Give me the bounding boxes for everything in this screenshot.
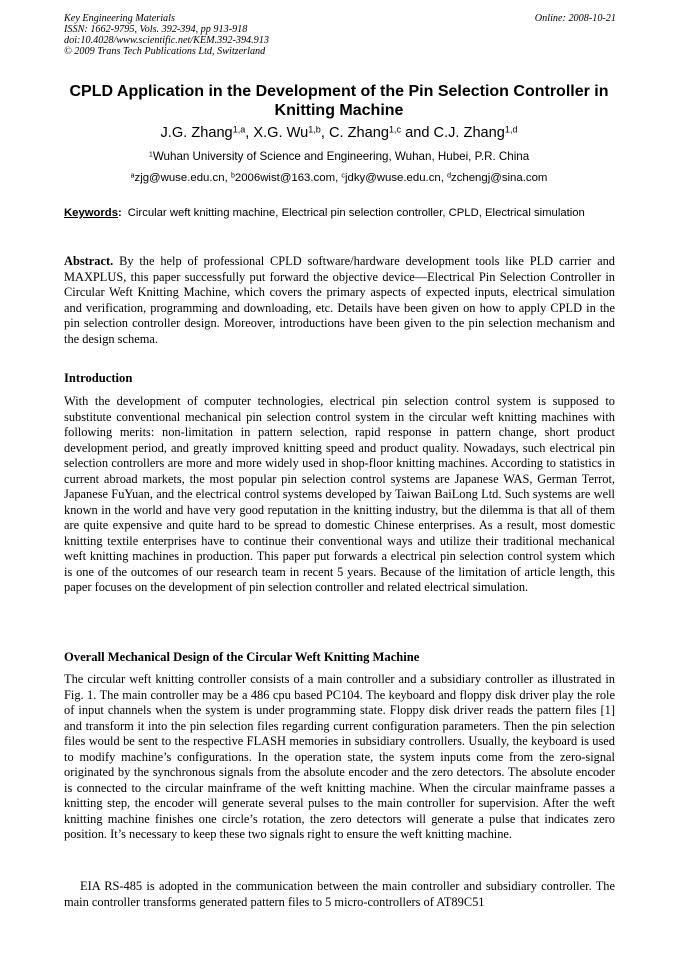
email-address: zjg@wuse.edu.cn (134, 172, 225, 184)
abstract-text: By the help of professional CPLD software/hardware development tools like PLD carrier and MAXPLUS, this paper successfully put forward the objective device—Electrical Pin Selection Controller in Circular Weft Knitting Machine, which covers the primary aspects of expected inputs, electrical simulation and verification, programming and downloading, etc. Details have been given on how to apply CPLD in the pin selection controller design. Moreover, introductions have been given to the pin selection mechanism and the design schema. (64, 254, 615, 346)
abstract-label: Abstract. (64, 254, 114, 268)
journal-name: Key Engineering Materials (64, 13, 175, 24)
author-affiliation-mark: 1,c (388, 124, 402, 135)
affiliation (50, 149, 628, 164)
author-separator: and (401, 125, 434, 141)
affiliation-text: Wuhan University of Science and Engineering, Wuhan, Hubei, P.R. China (152, 150, 530, 163)
online-date: Online: 2008-10-21 (534, 13, 616, 24)
author-affiliation-mark: 1,b (308, 124, 321, 135)
author-separator: , (245, 125, 254, 141)
abstract-block (64, 254, 615, 347)
journal-issn: ISSN: 1662-9795, Vols. 392-394, pp 913-918 (64, 24, 248, 35)
section-heading-overall-design: Overall Mechanical Design of the Circular Weft Knitting Machine (64, 650, 420, 664)
email-mark: c (341, 172, 345, 180)
email-address: 2006wist@163.com (234, 172, 336, 184)
author-separator: , (320, 125, 329, 141)
overall-design-paragraph-2: EIA RS-485 is adopted in the communication between the main controller and subsidiary controller. The main controller transforms generated pattern files to 5 micro-controllers of AT89C51 (64, 879, 615, 909)
author-name: C. Zhang (328, 125, 389, 141)
author-affiliation-mark: 1,d (504, 124, 518, 135)
affiliation-mark: 1 (148, 149, 153, 159)
journal-header (64, 13, 616, 57)
author-name: X.G. Wu (253, 125, 309, 141)
email-address: jdky@wuse.edu.cn (344, 172, 441, 184)
section-heading-introduction: Introduction (64, 371, 133, 385)
email-list: $^a$zjg@wuse.edu.cn, $^b$2006wist@163.com, $^c$jdky@wuse.edu.cn, $^d$zchengj@sina.com (130, 172, 548, 184)
journal-copyright: © 2009 Trans Tech Publications Ltd, Switzerland (64, 46, 266, 57)
author-affiliation-mark: 1,a (232, 124, 246, 135)
email-mark: a (130, 172, 135, 180)
overall-design-paragraph-1: The circular weft knitting controller consists of a main controller and a subsidiary controller as illustrated in Fig. 1. The main controller may be a 486 cpu based PC104. The keyboard and floppy disk driver play the role of input channels when the system is under programming state. Floppy disk driver reads the pattern files [1] and transform it into the pin selection files regarding current configuration parameters. Then the pin selection files would be sent to the respective FLASH memories in subsidiary controllers. Usually, the keyboard is used to modify machine’s configurations. In the operation state, the system inputs come from the zero-signal originated by the synchronous signals from the absolute encoder and the zero detectors. The absolute encoder is connected to the circular mainframe of the weft knitting machine. When the circular mainframe passes a knitting step, the encoder will generate several pulses to the main controller for supervision. After the weft knitting machine finishes one circle’s rotation, the zero detectors will generate a pulse that indicates zero position. It’s necessary to keep these two signals right to ensure the weft knitting machine. (64, 672, 615, 841)
author-name: C.J. Zhang (433, 125, 505, 141)
paper-title: CPLD Application in the Development of the Pin Selection Controller in Knitting Machine (69, 83, 609, 119)
author-list (50, 124, 628, 142)
keywords-label: Keywords (64, 207, 118, 219)
email-mark: d (447, 172, 451, 180)
keywords-text: Circular weft knitting machine, Electrical pin selection controller, CPLD, Electrical simulation (127, 207, 585, 219)
journal-doi: doi:10.4028/www.scientific.net/KEM.392-394.913 (64, 35, 269, 46)
email-mark: b (230, 172, 235, 180)
keywords-block (64, 206, 615, 221)
author-name: J.G. Zhang (160, 125, 233, 141)
keywords-colon: : (118, 207, 122, 219)
introduction-paragraph: With the development of computer technologies, electrical pin selection control system is supposed to substitute conventional mechanical pin selection control system in the circular weft knitting machines with following merits: non-limitation in pattern selection, rapid response in pattern change, short product development period, and greatly improved knitting speed and product quality. Nowadays, such electrical pin selection controllers are more and more widely used in shop-floor knitting machines. According to statistics in current abroad markets, the most popular pin selection control systems are Japanese WAS, German Terrot, Japanese FuYuan, and the electrical control systems developed by Taiwan BaiLong Ltd. Such systems are well known in the world and have very good reputation in the knitting industry, but the dilemma is that all of them are quite expensive and quite hard to be spread to domestic Chinese enterprises. As a result, most domestic knitting textile enterprises have to continue their conventional ways and utilize their traditional mechanical weft knitting machines in production. This paper put forwards a electrical pin selection control system which is one of the outcomes of our research team in recent 5 years. Because of the limitation of article length, this paper focuses on the development of pin selection controller and related electrical simulation. (64, 394, 615, 594)
email-address: zchengj@sina.com (451, 172, 548, 184)
